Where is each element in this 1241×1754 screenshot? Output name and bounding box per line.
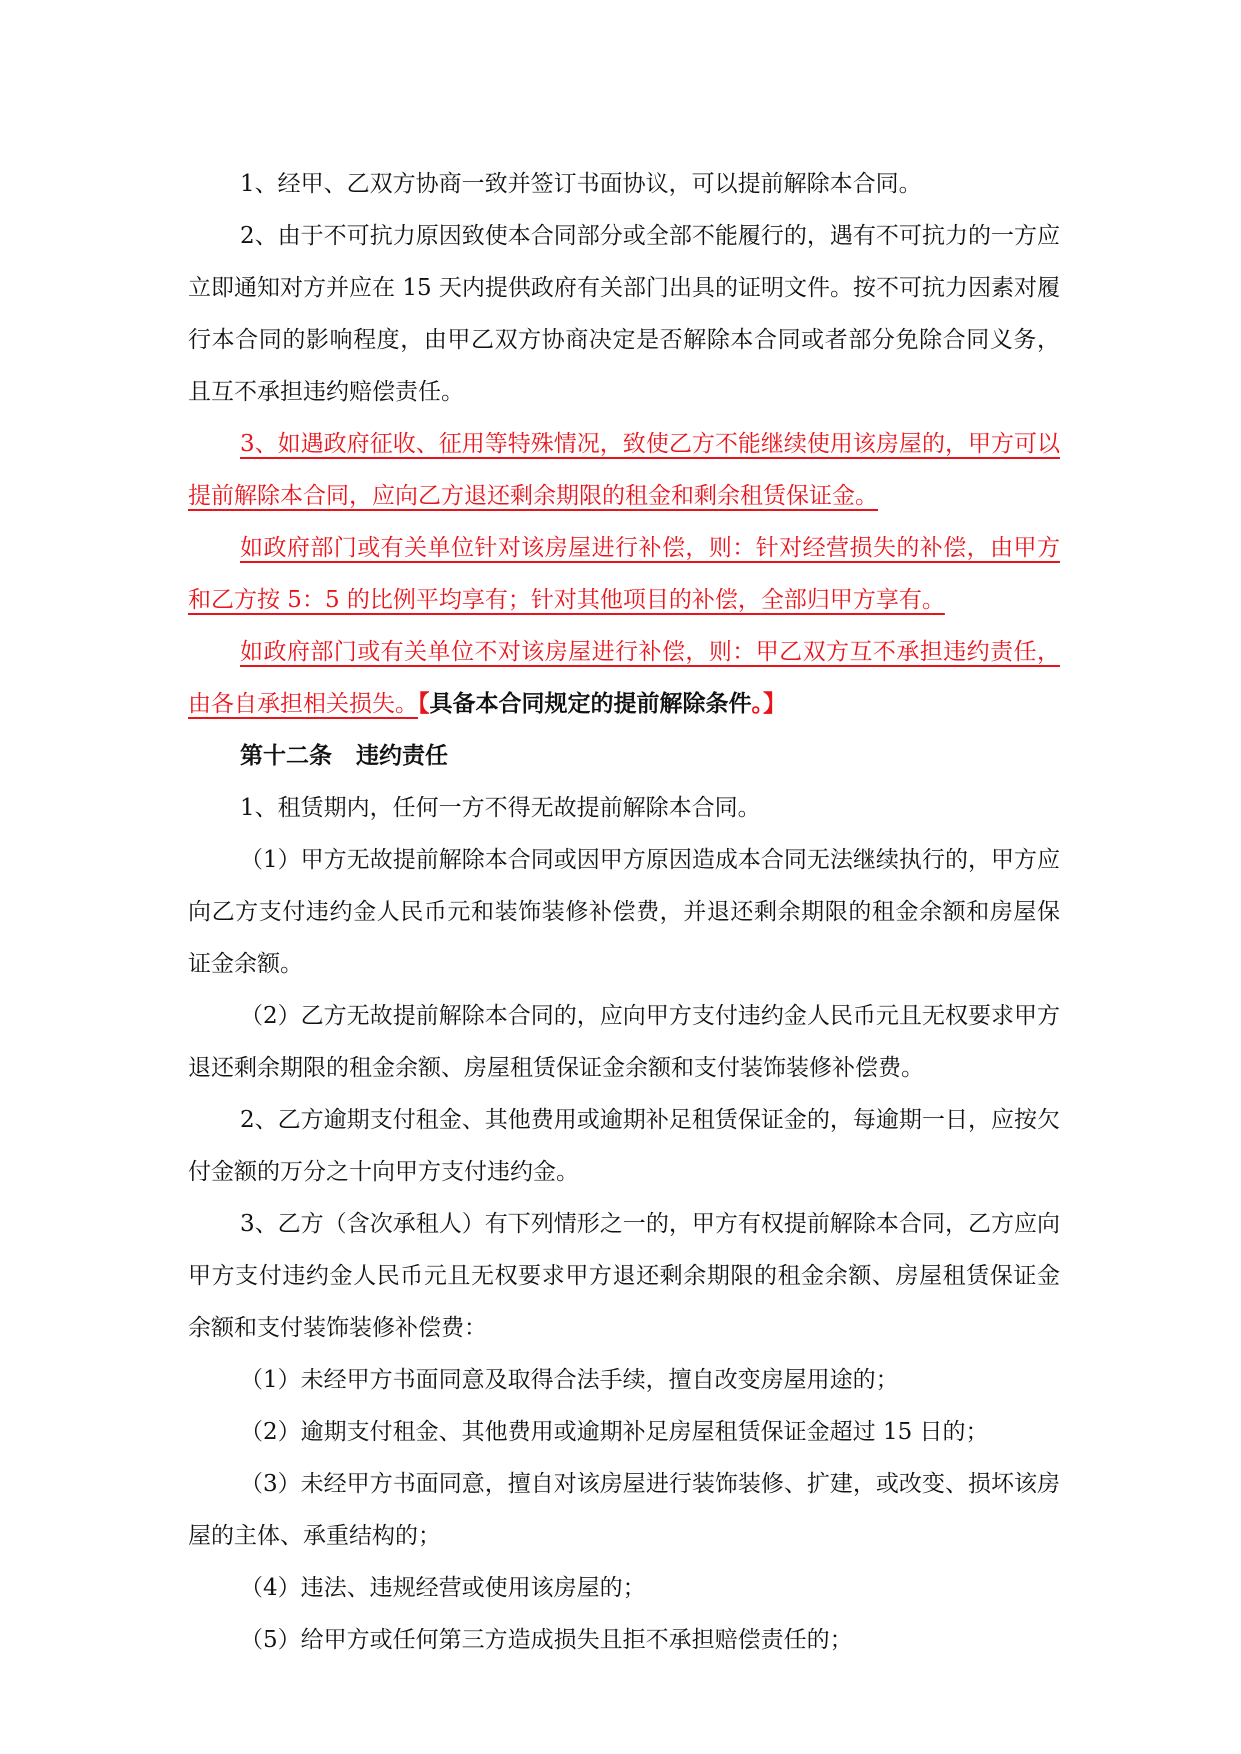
breach-clause-1: 1、租赁期内，任何一方不得无故提前解除本合同。 [240,795,761,821]
breach-clause-3-5: （5）给甲方或任何第三方造成损失且拒不承担赔偿责任的； [240,1627,853,1653]
breach-clause-3-2: （2）逾期支付租金、其他费用或逾期补足房屋租赁保证金超过 15 日的； [240,1419,989,1445]
breach-clause-3-3: （3）未经甲方书面同意，擅自对该房屋进行装饰装修、扩建，或改变、损坏该房屋的主体、承重结构的； [188,1471,1060,1549]
article-title: 违约责任 [356,743,448,769]
breach-clause-2: 2、乙方逾期支付租金、其他费用或逾期补足租赁保证金的，每逾期一日，应按欠付金额的万分之十向甲方支付违约金。 [188,1107,1060,1185]
clause-termination-3-text: 3、如遇政府征收、征用等特殊情况，致使乙方不能继续使用该房屋的，甲方可以提前解除本合同，应向乙方退还剩余期限的租金和剩余租赁保证金。 [188,431,1060,509]
clause-no-compensation [188,626,1060,730]
termination-condition-note: 具备本合同规定的提前解除条件 [429,691,752,717]
breach-clause-1-2: （2）乙方无故提前解除本合同的，应向甲方支付违约金人民币元且无权要求甲方退还剩余期限的租金余额、房屋租赁保证金余额和支付装饰装修补偿费。 [188,1003,1060,1081]
article-number: 第十二条 [240,743,332,769]
breach-clause-3-1: （1）未经甲方书面同意及取得合法手续，擅自改变房屋用途的； [240,1367,899,1393]
clause-termination-1: 1、经甲、乙双方协商一致并签订书面协议，可以提前解除本合同。 [240,171,922,197]
breach-clause-1-1: （1）甲方无故提前解除本合同或因甲方原因造成本合同无法继续执行的，甲方应向乙方支付违约金人民币元和装饰装修补偿费，并退还剩余期限的租金余额和房屋保证金余额。 [188,847,1060,977]
breach-clause-3-4: （4）违法、违规经营或使用该房屋的； [240,1575,646,1601]
clause-compensation-split [188,522,1060,626]
contract-body [188,158,1060,1666]
bracket-open: 【 [418,691,430,717]
article-12-heading [188,730,1060,782]
clause-termination-3-expropriation [188,418,1060,522]
breach-clause-3: 3、乙方（含次承租人）有下列情形之一的，甲方有权提前解除本合同，乙方应向甲方支付违约金人民币元且无权要求甲方退还剩余期限的租金余额、房屋租赁保证金余额和支付装饰装修补偿费： [188,1211,1060,1341]
clause-compensation-split-text: 如政府部门或有关单位针对该房屋进行补偿，则：针对经营损失的补偿，由甲方和乙方按 5：5 的比例平均享有；针对其他项目的补偿，全部归甲方享有。 [188,535,1060,613]
bracket-close: 。】 [751,691,786,717]
clause-no-compensation-text: 如政府部门或有关单位不对该房屋进行补偿，则：甲乙双方互不承担违约责任，由各自承担相关损失。 [188,639,1060,717]
clause-termination-2-force-majeure: 2、由于不可抗力原因致使本合同部分或全部不能履行的，遇有不可抗力的一方应立即通知对方并应在 15 天内提供政府有关部门出具的证明文件。按不可抗力因素对履行本合同的影响程度，由甲乙双方协商决定是否解除本合同或者部分免除合同义务，且互不承担违约赔偿责任。 [188,223,1060,405]
